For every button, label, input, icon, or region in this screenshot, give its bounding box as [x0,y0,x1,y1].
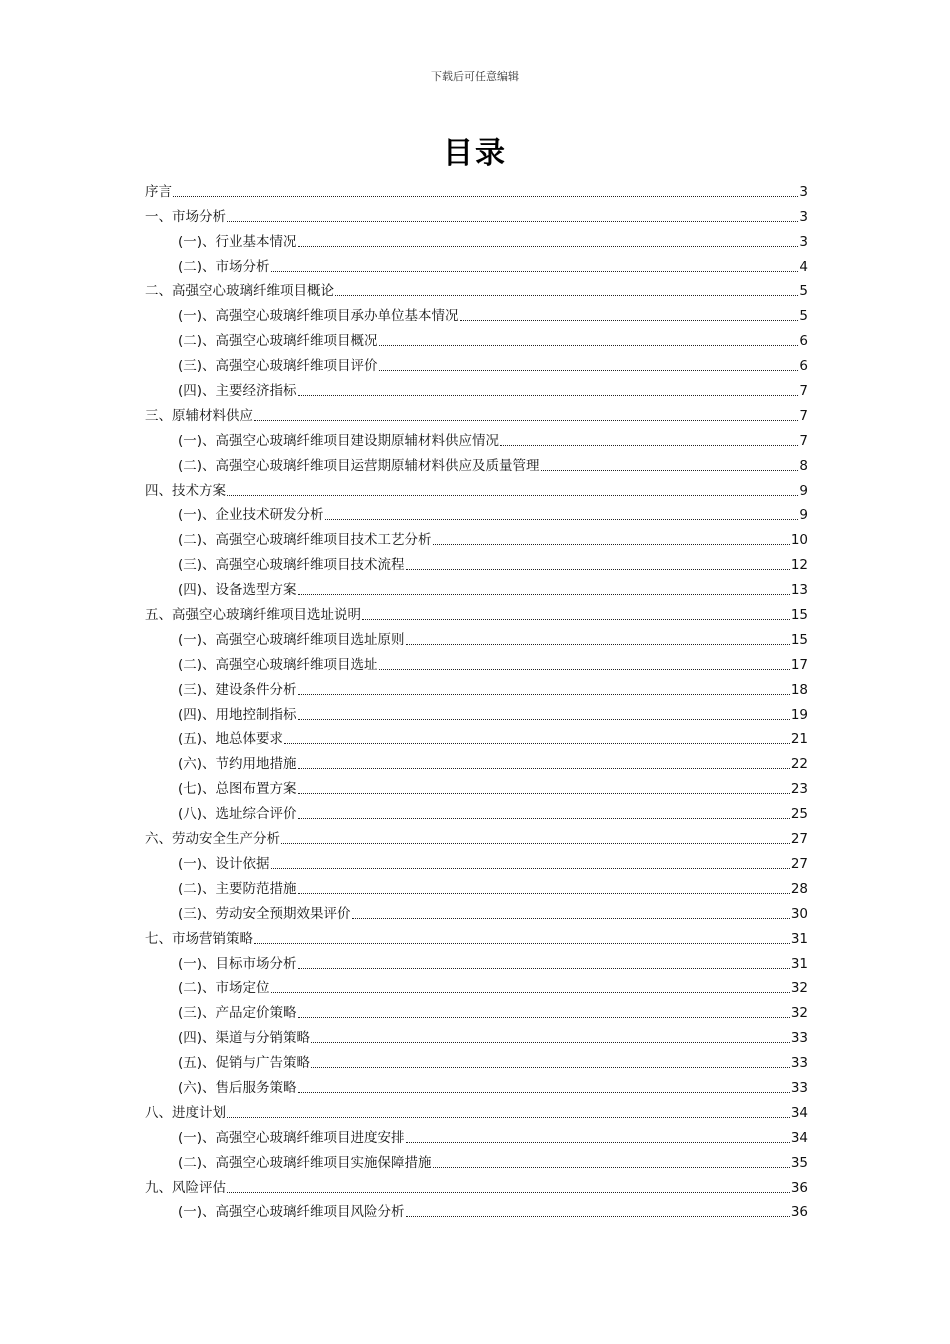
toc-entry-title: 六、劳动安全生产分析 [145,831,280,848]
toc-entry-title: 五、高强空心玻璃纤维项目选址说明 [145,607,361,624]
dot-leader [433,1167,790,1168]
toc-entry[interactable] [145,699,808,724]
toc-entry-title: (一)、高强空心玻璃纤维项目进度安排 [178,1129,405,1146]
toc-entry[interactable] [145,773,808,798]
toc-entry-page: 7 [799,432,808,449]
toc-entry-page: 6 [799,358,808,375]
dot-leader [271,992,790,993]
toc-entry[interactable] [145,549,808,574]
dot-leader [379,370,799,371]
toc-entry-page: 33 [790,1079,808,1096]
dot-leader [311,1067,790,1068]
toc-entry-page: 7 [799,407,808,424]
dot-leader [298,1017,790,1018]
toc-entry-title: (二)、高强空心玻璃纤维项目技术工艺分析 [178,532,432,549]
toc-entry-title: (三)、建设条件分析 [178,681,297,698]
toc-entry-page: 27 [790,831,808,848]
toc-entry-title: (三)、高强空心玻璃纤维项目评价 [178,358,378,375]
dot-leader [298,594,790,595]
toc-entry-page: 34 [790,1129,808,1146]
dot-leader [298,694,790,695]
toc-entry-page: 10 [790,532,808,549]
toc-entry[interactable] [145,1172,808,1197]
dot-leader [298,968,790,969]
toc-entry[interactable] [145,475,808,500]
toc-entry-page: 18 [790,681,808,698]
toc-entry-title: (一)、高强空心玻璃纤维项目建设期原辅材料供应情况 [178,432,500,449]
toc-entry-page: 3 [799,183,808,200]
toc-entry-page: 23 [790,781,808,798]
dot-leader [379,345,799,346]
toc-entry-title: (四)、用地控制指标 [178,706,297,723]
toc-entry-title: (三)、劳动安全预期效果评价 [178,905,351,922]
toc-entry[interactable] [145,375,808,400]
dot-leader [379,669,790,670]
dot-leader [227,221,798,222]
dot-leader [173,196,798,197]
toc-entry-title: (六)、节约用地措施 [178,756,297,773]
toc-entry[interactable] [145,1197,808,1222]
toc-entry[interactable] [145,276,808,301]
toc-entry[interactable] [145,201,808,226]
toc-entry-page: 3 [799,208,808,225]
toc-entry-page: 13 [790,582,808,599]
dot-leader [406,569,790,570]
toc-entry-title: 八、进度计划 [145,1104,226,1121]
toc-entry[interactable] [145,300,808,325]
toc-entry-page: 25 [790,806,808,823]
toc-entry-page: 27 [790,855,808,872]
toc-entry-page: 8 [799,457,808,474]
toc-entry[interactable] [145,1147,808,1172]
toc-entry-title: 三、原辅材料供应 [145,407,253,424]
page-header: 下载后可任意编辑 [431,70,519,83]
table-of-contents [145,176,808,1221]
dot-leader [406,1142,790,1143]
toc-entry-title: (二)、市场定位 [178,980,270,997]
dot-leader [541,470,799,471]
toc-entry[interactable] [145,948,808,973]
toc-entry[interactable] [145,574,808,599]
toc-entry-title: (三)、高强空心玻璃纤维项目技术流程 [178,557,405,574]
toc-entry-page: 35 [790,1154,808,1171]
toc-entry-page: 33 [790,1055,808,1072]
dot-leader [406,1216,790,1217]
toc-entry[interactable] [145,649,808,674]
toc-entry-page: 36 [790,1179,808,1196]
toc-entry-page: 33 [790,1030,808,1047]
dot-leader [298,719,790,720]
toc-entry-title: (二)、主要防范措施 [178,880,297,897]
toc-entry-page: 22 [790,756,808,773]
toc-entry-page: 15 [790,607,808,624]
dot-leader [298,893,790,894]
toc-entry-page: 30 [790,905,808,922]
toc-entry[interactable] [145,823,808,848]
toc-entry[interactable] [145,674,808,699]
toc-entry-title: (五)、促销与广告策略 [178,1055,311,1072]
toc-entry-title: (二)、市场分析 [178,258,270,275]
dot-leader [362,619,790,620]
dot-leader [311,1042,790,1043]
dot-leader [281,843,790,844]
dot-leader [352,918,790,919]
toc-entry[interactable] [145,1097,808,1122]
toc-entry-title: (一)、高强空心玻璃纤维项目风险分析 [178,1204,405,1221]
toc-entry[interactable] [145,425,808,450]
toc-entry[interactable] [145,400,808,425]
toc-entry-title: (四)、主要经济指标 [178,383,297,400]
toc-entry-page: 31 [790,955,808,972]
toc-entry-page: 17 [790,656,808,673]
toc-entry-page: 36 [790,1204,808,1221]
toc-entry-page: 34 [790,1104,808,1121]
toc-entry-title: (二)、高强空心玻璃纤维项目概况 [178,333,378,350]
toc-entry-title: (二)、高强空心玻璃纤维项目运营期原辅材料供应及质量管理 [178,457,540,474]
toc-entry[interactable] [145,997,808,1022]
toc-entry-title: (七)、总图布置方案 [178,781,297,798]
toc-entry-title: (八)、选址综合评价 [178,806,297,823]
toc-entry-page: 7 [799,383,808,400]
dot-leader [298,768,790,769]
toc-entry[interactable] [145,798,808,823]
toc-entry[interactable] [145,500,808,525]
toc-entry-title: (三)、产品定价策略 [178,1005,297,1022]
toc-entry-page: 6 [799,333,808,350]
toc-entry-title: (四)、渠道与分销策略 [178,1030,311,1047]
toc-entry-page: 3 [799,233,808,250]
dot-leader [271,868,790,869]
toc-entry-title: (一)、设计依据 [178,855,270,872]
toc-entry-title: (五)、地总体要求 [178,731,284,748]
toc-entry[interactable] [145,898,808,923]
toc-entry-title: 序言 [145,183,172,200]
dot-leader [406,644,790,645]
dot-leader [254,420,798,421]
dot-leader [284,743,790,744]
toc-entry[interactable] [145,1047,808,1072]
toc-entry-page: 9 [799,482,808,499]
toc-entry[interactable] [145,724,808,749]
toc-entry-title: (二)、高强空心玻璃纤维项目实施保障措施 [178,1154,432,1171]
toc-entry-page: 9 [799,507,808,524]
toc-entry-title: (二)、高强空心玻璃纤维项目选址 [178,656,378,673]
toc-entry[interactable] [145,624,808,649]
toc-entry[interactable] [145,251,808,276]
toc-entry[interactable] [145,450,808,475]
toc-entry[interactable] [145,599,808,624]
toc-entry[interactable] [145,226,808,251]
toc-entry-title: 四、技术方案 [145,482,226,499]
toc-entry-title: 七、市场营销策略 [145,930,253,947]
dot-leader [433,544,790,545]
toc-entry-page: 32 [790,1005,808,1022]
toc-entry-page: 31 [790,930,808,947]
toc-entry-page: 28 [790,880,808,897]
toc-entry[interactable] [145,1072,808,1097]
toc-entry-title: 一、市场分析 [145,208,226,225]
toc-entry[interactable] [145,1122,808,1147]
toc-entry-title: 九、风险评估 [145,1179,226,1196]
page-title: 目录 [443,136,507,171]
dot-leader [298,818,790,819]
toc-entry-title: (一)、高强空心玻璃纤维项目承办单位基本情况 [178,308,459,325]
toc-entry-title: (一)、目标市场分析 [178,955,297,972]
dot-leader [500,445,798,446]
dot-leader [227,1192,790,1193]
toc-entry[interactable] [145,176,808,201]
toc-entry-title: (一)、高强空心玻璃纤维项目选址原则 [178,631,405,648]
toc-entry-title: (四)、设备选型方案 [178,582,297,599]
toc-entry[interactable] [145,325,808,350]
toc-entry-page: 5 [799,283,808,300]
toc-entry-page: 15 [790,631,808,648]
toc-entry-page: 12 [790,557,808,574]
toc-entry[interactable] [145,973,808,998]
dot-leader [460,320,799,321]
dot-leader [298,395,799,396]
toc-entry[interactable] [145,524,808,549]
toc-entry[interactable] [145,848,808,873]
toc-entry-title: (六)、售后服务策略 [178,1079,297,1096]
dot-leader [298,793,790,794]
toc-entry-title: 二、高强空心玻璃纤维项目概论 [145,283,334,300]
toc-entry[interactable] [145,1022,808,1047]
toc-entry[interactable] [145,873,808,898]
toc-entry-title: (一)、企业技术研发分析 [178,507,324,524]
toc-entry-page: 19 [790,706,808,723]
toc-entry-page: 21 [790,731,808,748]
toc-entry[interactable] [145,350,808,375]
dot-leader [335,295,798,296]
dot-leader [227,1117,790,1118]
toc-entry-title: (一)、行业基本情况 [178,233,297,250]
toc-entry[interactable] [145,748,808,773]
dot-leader [254,943,790,944]
dot-leader [298,246,799,247]
toc-entry-page: 5 [799,308,808,325]
dot-leader [271,271,799,272]
toc-entry-page: 4 [799,258,808,275]
dot-leader [298,1092,790,1093]
dot-leader [227,495,798,496]
dot-leader [325,519,799,520]
toc-entry-page: 32 [790,980,808,997]
toc-entry[interactable] [145,923,808,948]
